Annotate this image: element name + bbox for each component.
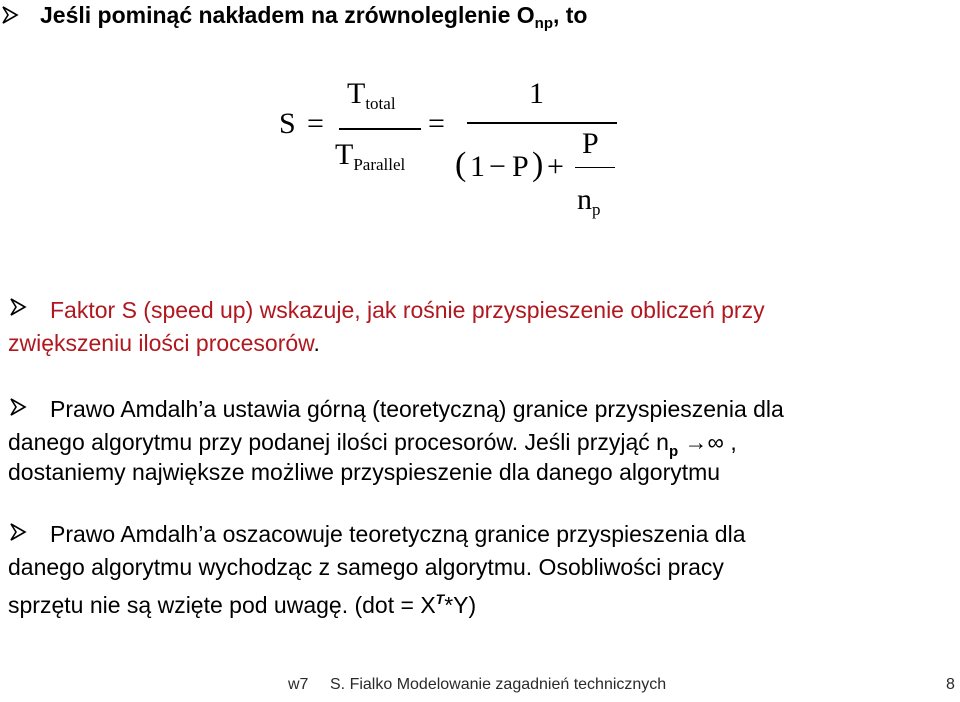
fraction-bar-3 — [575, 167, 615, 168]
fraction-bar-2 — [467, 122, 617, 124]
bullet1-line2: zwiększeniu ilości procesorów. — [8, 330, 320, 356]
formula-t-parallel: $T_{Parallel}$ — [335, 138, 406, 174]
formula-paren-open: ( — [455, 146, 467, 183]
formula-one: 1 — [470, 150, 485, 183]
bullet-arrow-icon — [8, 522, 28, 542]
formula-S: S — [279, 107, 296, 140]
formula-minus: − — [489, 150, 506, 183]
formula-numerator: 1 — [529, 77, 544, 110]
footer-page-number: 8 — [946, 676, 955, 693]
formula-eq1: = — [307, 107, 324, 140]
formula-t-total: $T_{total}$ — [347, 77, 396, 113]
bullet-arrow-icon — [8, 397, 28, 417]
intro-line: Jeśli pominąć nakładem na zrównoleglenie $O_{np}$, to — [40, 2, 588, 32]
formula-eq2: = — [428, 107, 445, 140]
bullet2-line1: Prawo Amdalh’a ustawia górną (teoretyczną) granice przyspieszenia dla — [50, 396, 784, 422]
bullet-arrow-icon — [0, 5, 20, 25]
bullet3-line1: Prawo Amdalh’a oszacowuje teoretyczną granice przyspieszenia dla — [50, 521, 746, 547]
formula-n-p: $n_p$ — [577, 183, 601, 219]
bullet1-line1: Faktor S (speed up) wskazuje, jak rośnie przyspieszenie obliczeń przy — [50, 297, 765, 323]
bullet2-line2: danego algorytmu przy podanej ilości procesorów. Jeśli przyjąć $n_p$ →∞ , — [8, 429, 737, 460]
bullet2-line3: dostaniemy największe możliwe przyspieszenie dla danego algorytmu — [8, 459, 721, 485]
footer-title: S. Fialko Modelowanie zagadnień technicznych — [330, 676, 667, 693]
formula-p1: P — [512, 150, 529, 183]
footer-lecture-number: w7 — [288, 676, 309, 693]
bullet-arrow-icon — [8, 297, 28, 317]
speedup-formula — [275, 75, 635, 235]
bullet3-line3: sprzętu nie są wzięte pod uwagę. $(dot = X^T*Y)$ — [8, 591, 477, 618]
formula-p2: P — [582, 127, 599, 160]
bullet3-line2: danego algorytmu wychodząc z samego algorytmu. Osobliwości pracy — [8, 554, 724, 580]
fraction-bar-1 — [339, 128, 421, 130]
formula-plus: + — [547, 150, 564, 183]
formula-paren-close: ) — [532, 146, 544, 183]
